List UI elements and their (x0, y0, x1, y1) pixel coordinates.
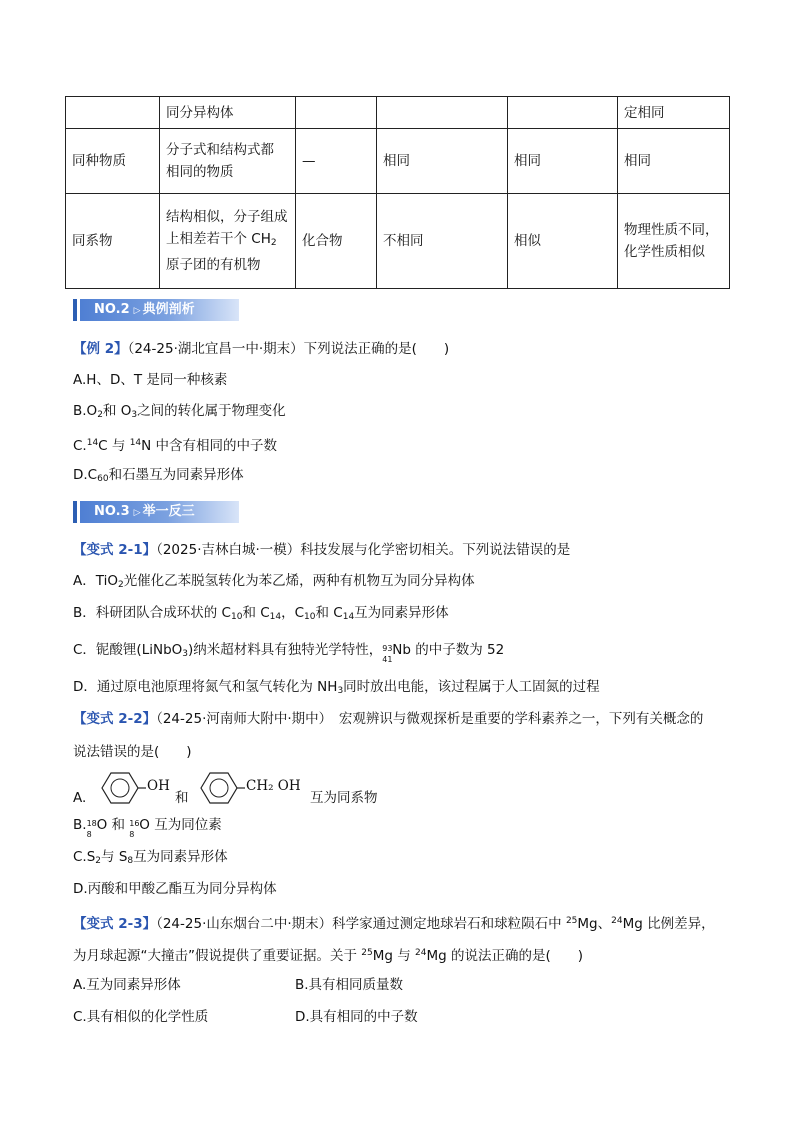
variant-2-1-stem (73, 540, 570, 560)
option-d: $D.C_{60}$和石墨互为同素异形体 (73, 467, 244, 484)
section-header-no3 (73, 501, 239, 523)
cell-line: 相同的物质 (166, 164, 234, 180)
option-d: D.具有相同的中子数 (295, 1009, 418, 1025)
table-row (66, 129, 730, 194)
table-cell (160, 129, 296, 194)
section-title-text: 举一反三 (142, 504, 195, 519)
question-text-line2: 说法错误的是( ) (73, 744, 192, 760)
isotope-notation: 93 41 (382, 644, 393, 664)
option-b: B. 18 8 O 和 16 8 O 互为同位素 (73, 817, 222, 839)
option-a-text: 互为同系物 (310, 790, 378, 806)
option-b: B.具有相同质量数 (295, 977, 404, 993)
triangle-icon: ▷ (133, 508, 141, 518)
question-text-line2: 为月球起源“大撞击”假说提供了重要证据。关于 $^{25}$Mg 与 $^{24}$Mg 的说法正确的是( ) (73, 948, 584, 964)
section-stripe (73, 299, 77, 321)
section-number: NO.2 (94, 302, 130, 317)
table-cell (377, 97, 508, 129)
question-tag: 【变式 2-2】 (73, 711, 157, 727)
isotope-notation: 18 8 (86, 819, 97, 839)
question-tag: 【变式 2-3】 (73, 916, 157, 932)
table-cell: 不相同 (377, 194, 508, 289)
table-cell: 相同 (618, 129, 730, 194)
table-cell: 定相同 (618, 97, 730, 129)
option-c: C.$^{14}$C 与 $^{14}$N 中含有相同的中子数 (73, 438, 278, 454)
section-number: NO.3 (94, 504, 130, 519)
table-cell: 相似 (508, 194, 618, 289)
table-cell: 同系物 (66, 194, 160, 289)
table-row (66, 97, 730, 129)
table-cell: 相同 (377, 129, 508, 194)
triangle-icon: ▷ (133, 306, 141, 316)
section-title-text: 典例剖析 (142, 302, 195, 317)
question-text: （24-25·湖北宜昌一中·期末）下列说法正确的是( ) (127, 341, 450, 357)
option-a-label: A. (73, 790, 87, 806)
isotope-notation: 16 8 (129, 819, 140, 839)
option-a: A.互为同素异形体 (73, 977, 181, 993)
option-d: D．通过原电池原理将氮气和氢气转化为 $NH_3$同时放出电能，该过程属于人工固氮的过程 (73, 679, 600, 696)
cell-text: 上相差若干个 CH (166, 231, 271, 247)
table-row (66, 194, 730, 289)
table-cell (508, 97, 618, 129)
table-cell: 同分异构体 (160, 97, 296, 129)
table-cell: 同种物质 (66, 129, 160, 194)
comparison-table (65, 96, 730, 289)
cell-line: 结构相似，分子组成 (166, 209, 288, 225)
variant-2-3-stem: 【变式 2-3】（24-25·山东烟台二中·期末）科学家通过测定地球岩石和球粒陨石中 $^{25}$Mg、$^{24}$Mg 比例差异， (73, 916, 715, 932)
section-stripe (73, 501, 77, 523)
question-tag: 【变式 2-1】 (73, 542, 157, 558)
cell-line: 化学性质相似 (624, 244, 705, 260)
cell-line: 分子式和结构式都 (166, 142, 274, 158)
question-tag: 【例 2】 (73, 341, 128, 357)
option-b: $B.O_2$和 $O_3$之间的转化属于物理变化 (73, 403, 286, 420)
cell-line: 物理性质不同， (624, 222, 719, 238)
cell-line: 原子团的有机物 (166, 257, 261, 273)
table-cell: 化合物 (296, 194, 377, 289)
option-a: A.H、D、T 是同一种核素 (73, 372, 228, 388)
ch2oh-group-label: CH₂ OH (246, 778, 301, 794)
table-cell: — (296, 129, 377, 194)
question-text: （24-25·河南师大附中·期中） 宏观辨识与微观探析是重要的学科素养之一，下列有关概念的 (156, 711, 704, 727)
oh-group-label: OH (147, 778, 170, 794)
section-title (80, 299, 239, 321)
option-c: $C.S_2$与 $S_8$互为同素异形体 (73, 849, 228, 866)
and-word: 和 (175, 790, 189, 806)
variant-2-2-stem (73, 709, 703, 729)
question-text: （2025·吉林白城·一模）科技发展与化学密切相关。下列说法错误的是 (156, 542, 571, 558)
section-header-no2 (73, 299, 239, 321)
table-cell (296, 97, 377, 129)
option-c: C.具有相似的化学性质 (73, 1009, 209, 1025)
option-a: A．TiO$_2$光催化乙苯脱氢转化为苯乙烯，两种有机物互为同分异构体 (73, 573, 475, 590)
subscript: 2 (270, 238, 277, 248)
example-2-stem (73, 339, 449, 359)
section-title (80, 501, 239, 523)
cell-line (166, 228, 289, 254)
option-d: D.丙酸和甲酸乙酯互为同分异构体 (73, 881, 277, 897)
table-cell (618, 194, 730, 289)
table-cell (160, 194, 296, 289)
table-cell: 相同 (508, 129, 618, 194)
table-cell (66, 97, 160, 129)
option-b: B．科研团队合成环状的 $C_{10}$和 $C_{14}$，$C_{10}$和 $C_{14}$互为同素异形体 (73, 605, 449, 622)
option-c: C．铌酸锂(LiNbO$_3$)纳米超材料具有独特光学特性， 93 41 Nb 的中子数为 52 (73, 642, 505, 664)
